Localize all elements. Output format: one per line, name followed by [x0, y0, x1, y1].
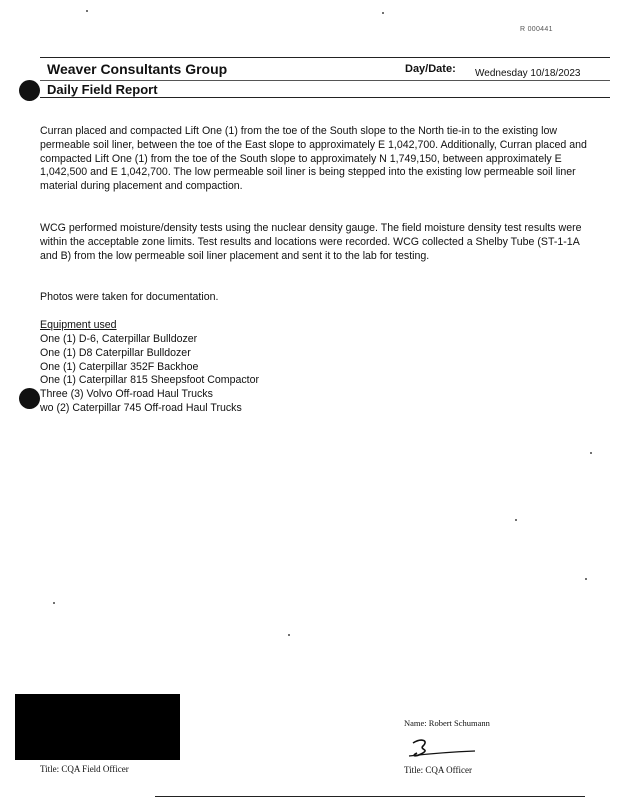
equipment-list	[40, 333, 259, 416]
equipment-item: One (1) Caterpillar 815 Sheepsfoot Compactor	[40, 374, 260, 387]
right-signature-title: Title: CQA Officer	[404, 765, 473, 775]
equipment-item: One (1) D-6, Caterpillar Bulldozer	[40, 333, 198, 345]
header-bottom-rule	[40, 97, 610, 98]
redaction-block	[15, 694, 180, 760]
equipment-item: wo (2) Caterpillar 745 Off-road Haul Trucks	[40, 401, 242, 414]
day-date-label: Day/Date:	[405, 63, 456, 75]
scan-speck	[288, 634, 290, 636]
scan-speck	[86, 10, 88, 12]
bates-number: R 000441	[520, 26, 553, 33]
paragraph-photos: Photos were taken for documentation.	[40, 291, 219, 303]
equipment-item: Three (3) Volvo Off-road Haul Trucks	[40, 388, 213, 401]
punch-hole-middle	[19, 388, 40, 409]
scan-speck	[515, 519, 517, 521]
equipment-item: One (1) Caterpillar 352F Backhoe	[40, 360, 199, 373]
report-title: Daily Field Report	[47, 82, 158, 97]
scan-speck	[382, 12, 384, 14]
header-mid-rule	[40, 80, 610, 81]
equipment-item: One (1) D8 Caterpillar Bulldozer	[40, 346, 191, 359]
left-signature-title: Title: CQA Field Officer	[40, 764, 129, 774]
paragraph-testing: WCG performed moisture/density tests using the nuclear density gauge. The field moisture density test results were within the acceptable zone limits. Test results and locations were recorded. WCG collected a Shelby Tube (ST-1-1A and B) from the low permeable soil liner placement and sent it to the lab for testing.	[40, 222, 582, 262]
header-top-rule	[40, 57, 610, 58]
scan-speck	[590, 452, 592, 454]
punch-hole-top	[19, 80, 40, 101]
company-name: Weaver Consultants Group	[47, 61, 228, 77]
signer-name: Name: Robert Schumann	[404, 718, 490, 728]
signature-mark	[407, 735, 479, 761]
scan-speck	[53, 602, 55, 604]
scan-speck	[585, 578, 587, 580]
paragraph-placement: Curran placed and compacted Lift One (1) from the toe of the South slope to the North tie-in to the existing low permeable soil liner, between the toe of the East slope to approximately E 1,042,700. Additionally, Curran placed and compacted Lift One (1) from the toe of the South slope to approximately N 1,749,150, between approximately E 1,042,500 and E 1,042,700. The low permeable soil liner is being stepped into the existing low permeable soil liner material during placement and compaction.	[40, 125, 587, 193]
footer-rule	[155, 796, 585, 797]
equipment-heading: Equipment used	[40, 319, 117, 331]
day-date-value: Wednesday 10/18/2023	[475, 68, 581, 79]
